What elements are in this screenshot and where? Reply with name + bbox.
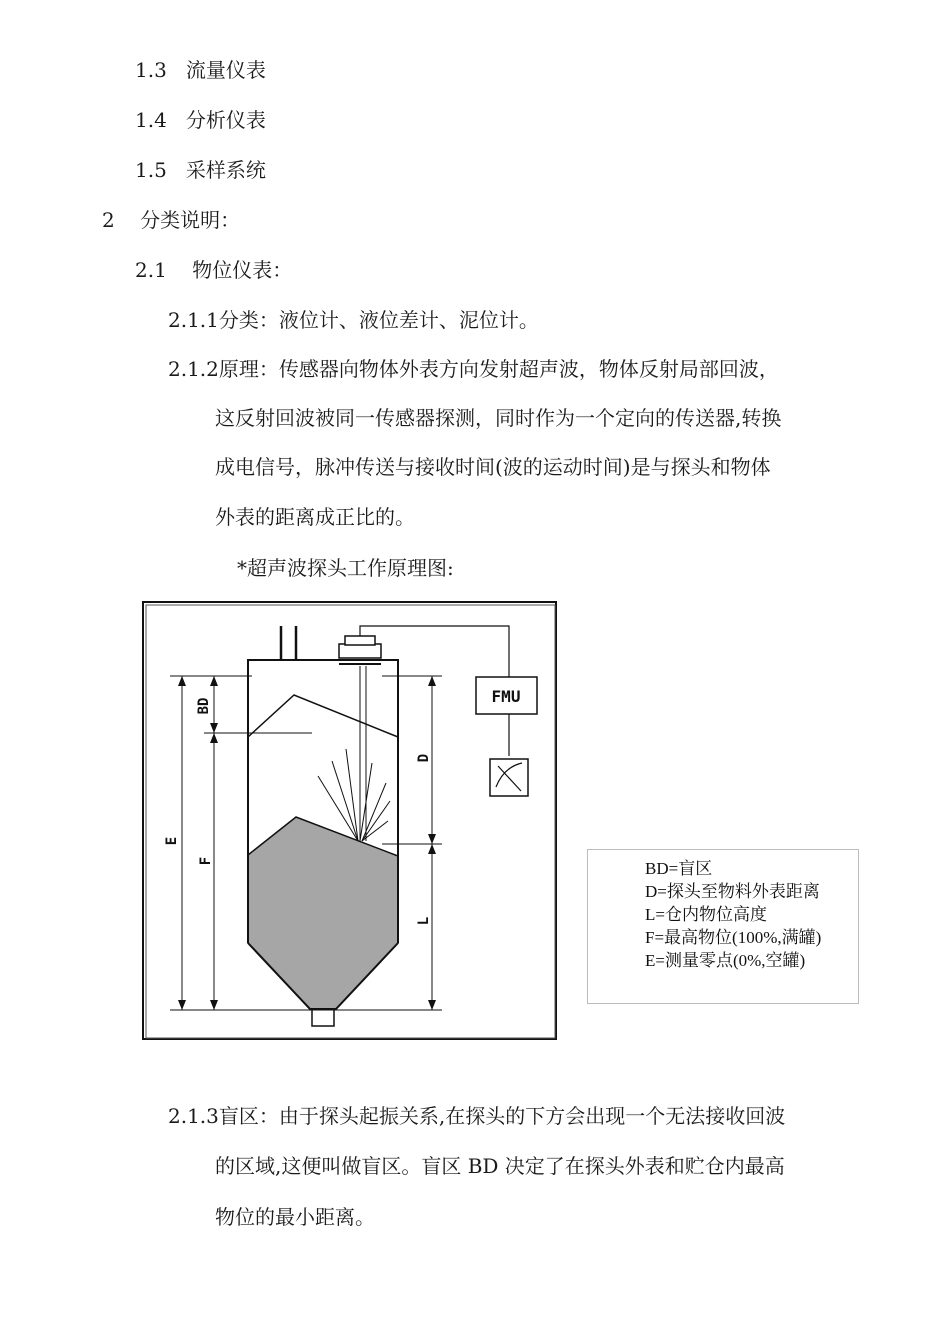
section-title: 分类说明： [140, 208, 241, 232]
toc-item-1-5 [135, 156, 266, 184]
ultrasonic-probe-diagram [142, 601, 558, 1041]
toc-number: 1.5 [135, 158, 167, 182]
legend-item-bd: BD=盲区 [645, 859, 713, 878]
e-label: E [164, 836, 180, 846]
figure-caption: *超声波探头工作原理图: [237, 556, 454, 580]
probe-cable [360, 626, 509, 677]
section-2-heading [102, 206, 240, 234]
l-label: L [416, 916, 432, 926]
toc-item-1-3 [135, 56, 266, 84]
section-number: 2.1 [135, 258, 167, 282]
legend-item-e: E=测量零点(0%,空罐) [645, 951, 806, 970]
toc-item-1-4 [135, 106, 266, 134]
reflection-arrows [318, 749, 390, 841]
legend-item-d: D=探头至物料外表距离 [645, 882, 820, 901]
section-2-1-heading [135, 256, 292, 284]
material-fill [248, 817, 398, 1009]
toc-number: 1.4 [135, 108, 167, 132]
toc-text: 采样系统 [185, 158, 266, 182]
toc-number: 1.3 [135, 58, 167, 82]
f-label: F [198, 856, 214, 866]
paragraph-2-1-3-line-2: 的区域,这便叫做盲区。盲区 BD 决定了在探头外表和贮仓内最高 [215, 1154, 785, 1178]
toc-text: 流量仪表 [185, 58, 266, 82]
paragraph-2-1-2-line-1: 2.1.2原理：传感器向物体外表方向发射超声波，物体反射局部回波， [168, 357, 779, 381]
fmu-label: FMU [491, 687, 521, 706]
paragraph-2-1-1: 2.1.1分类：液位计、液位差计、泥位计。 [168, 308, 539, 332]
max-level-line [248, 695, 398, 737]
paragraph-2-1-2-line-4: 外表的距离成正比的。 [215, 505, 415, 529]
bd-label: BD [196, 697, 212, 715]
section-number: 2 [102, 208, 115, 232]
legend-item-l: L=仓内物位高度 [645, 905, 767, 924]
paragraph-2-1-2-line-3: 成电信号，脉冲传送与接收时间(波的运动时间)是与探头和物体 [215, 455, 771, 479]
figure-legend [587, 849, 859, 1004]
probe-top [345, 636, 375, 645]
toc-text: 分析仪表 [185, 108, 266, 132]
paragraph-2-1-2-line-2: 这反射回波被同一传感器探测，同时作为一个定向的传送器,转换 [215, 406, 782, 430]
section-title: 物位仪表： [192, 258, 293, 282]
paragraph-2-1-3-line-1: 2.1.3盲区：由于探头起振关系,在探头的下方会出现一个无法接收回波 [168, 1104, 786, 1128]
probe-head [339, 644, 381, 658]
paragraph-2-1-3-line-3: 物位的最小距离。 [215, 1205, 375, 1229]
d-label: D [416, 753, 432, 763]
legend-item-f: F=最高物位(100%,满罐) [645, 928, 822, 947]
tank-outlet [312, 1009, 334, 1026]
